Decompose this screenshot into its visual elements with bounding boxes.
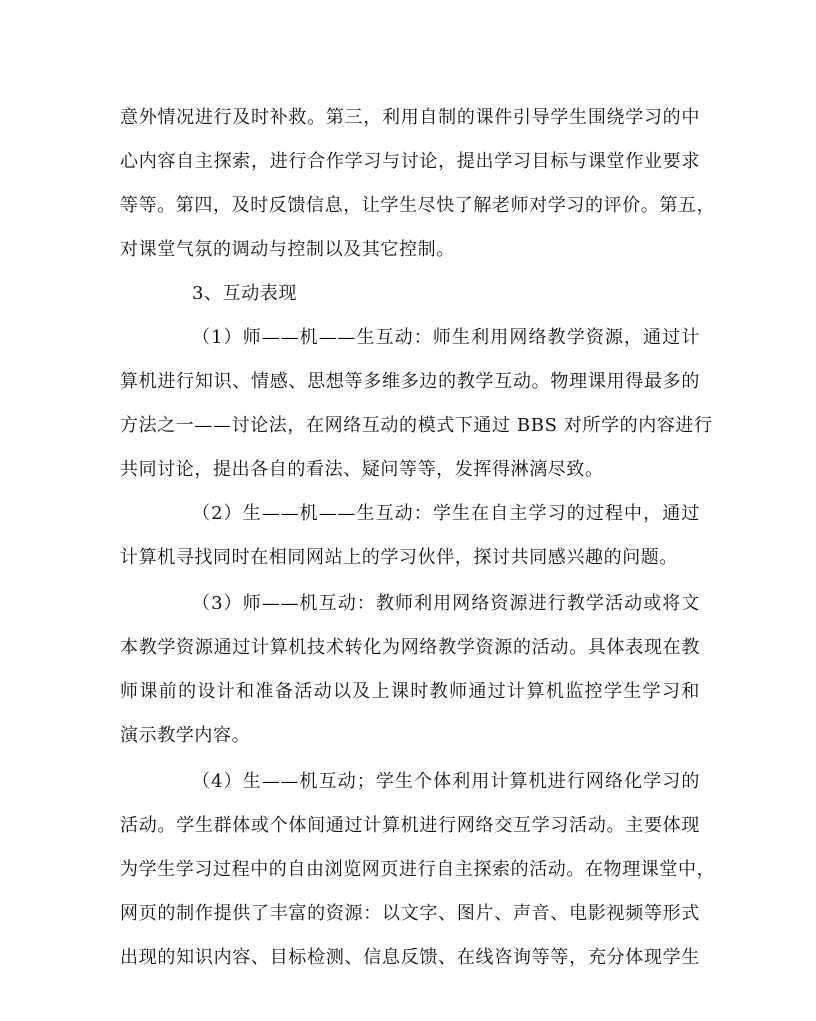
paragraph-line: 意外情况进行及时补救。第三，利用自制的课件引导学生围绕学习的中 bbox=[120, 107, 700, 128]
paragraph-line: 活动。学生群体或个体间通过计算机进行网络交互学习活动。主要体现 bbox=[120, 815, 700, 836]
paragraph-line: 师课前的设计和准备活动以及上课时教师通过计算机监控学生学习和 bbox=[120, 681, 700, 702]
section-heading: 3、互动表现 bbox=[192, 283, 298, 304]
paragraph-line: 为学生学习过程中的自由浏览网页进行自主探索的活动。在物理课堂中， bbox=[120, 859, 716, 880]
paragraph-line: （1）师——机——生互动：师生利用网络教学资源，通过计 bbox=[192, 327, 700, 348]
paragraph-line: 方法之一——讨论法，在网络互动的模式下通过 BBS 对所学的内容进行 bbox=[120, 415, 713, 436]
paragraph-line: 出现的知识内容、目标检测、信息反馈、在线咨询等等，充分体现学生 bbox=[120, 947, 700, 968]
paragraph-line: （3）师——机互动：教师利用网络资源进行教学活动或将文 bbox=[192, 593, 700, 614]
paragraph-line: 等等。第四，及时反馈信息，让学生尽快了解老师对学习的评价。第五， bbox=[120, 195, 716, 216]
paragraph-line: 共同讨论，提出各自的看法、疑问等等，发挥得淋漓尽致。 bbox=[120, 459, 604, 480]
paragraph-line: 网页的制作提供了丰富的资源：以文字、图片、声音、电影视频等形式 bbox=[120, 903, 700, 924]
paragraph-line: 本教学资源通过计算机技术转化为网络教学资源的活动。具体表现在教 bbox=[120, 637, 700, 658]
paragraph-line: （4）生——机互动；学生个体利用计算机进行网络化学习的 bbox=[192, 771, 700, 792]
paragraph-line: （2）生——机——生互动：学生在自主学习的过程中，通过 bbox=[192, 503, 700, 524]
paragraph-line: 演示教学内容。 bbox=[120, 725, 251, 746]
paragraph-line: 心内容自主探索，进行合作学习与讨论，提出学习目标与课堂作业要求 bbox=[120, 151, 700, 172]
paragraph-line: 算机进行知识、情感、思想等多维多边的教学互动。物理课用得最多的 bbox=[120, 371, 700, 392]
paragraph-line: 计算机寻找同时在相同网站上的学习伙伴，探讨共同感兴趣的问题。 bbox=[120, 547, 678, 568]
paragraph-line: 对课堂气氛的调动与控制以及其它控制。 bbox=[120, 239, 455, 260]
